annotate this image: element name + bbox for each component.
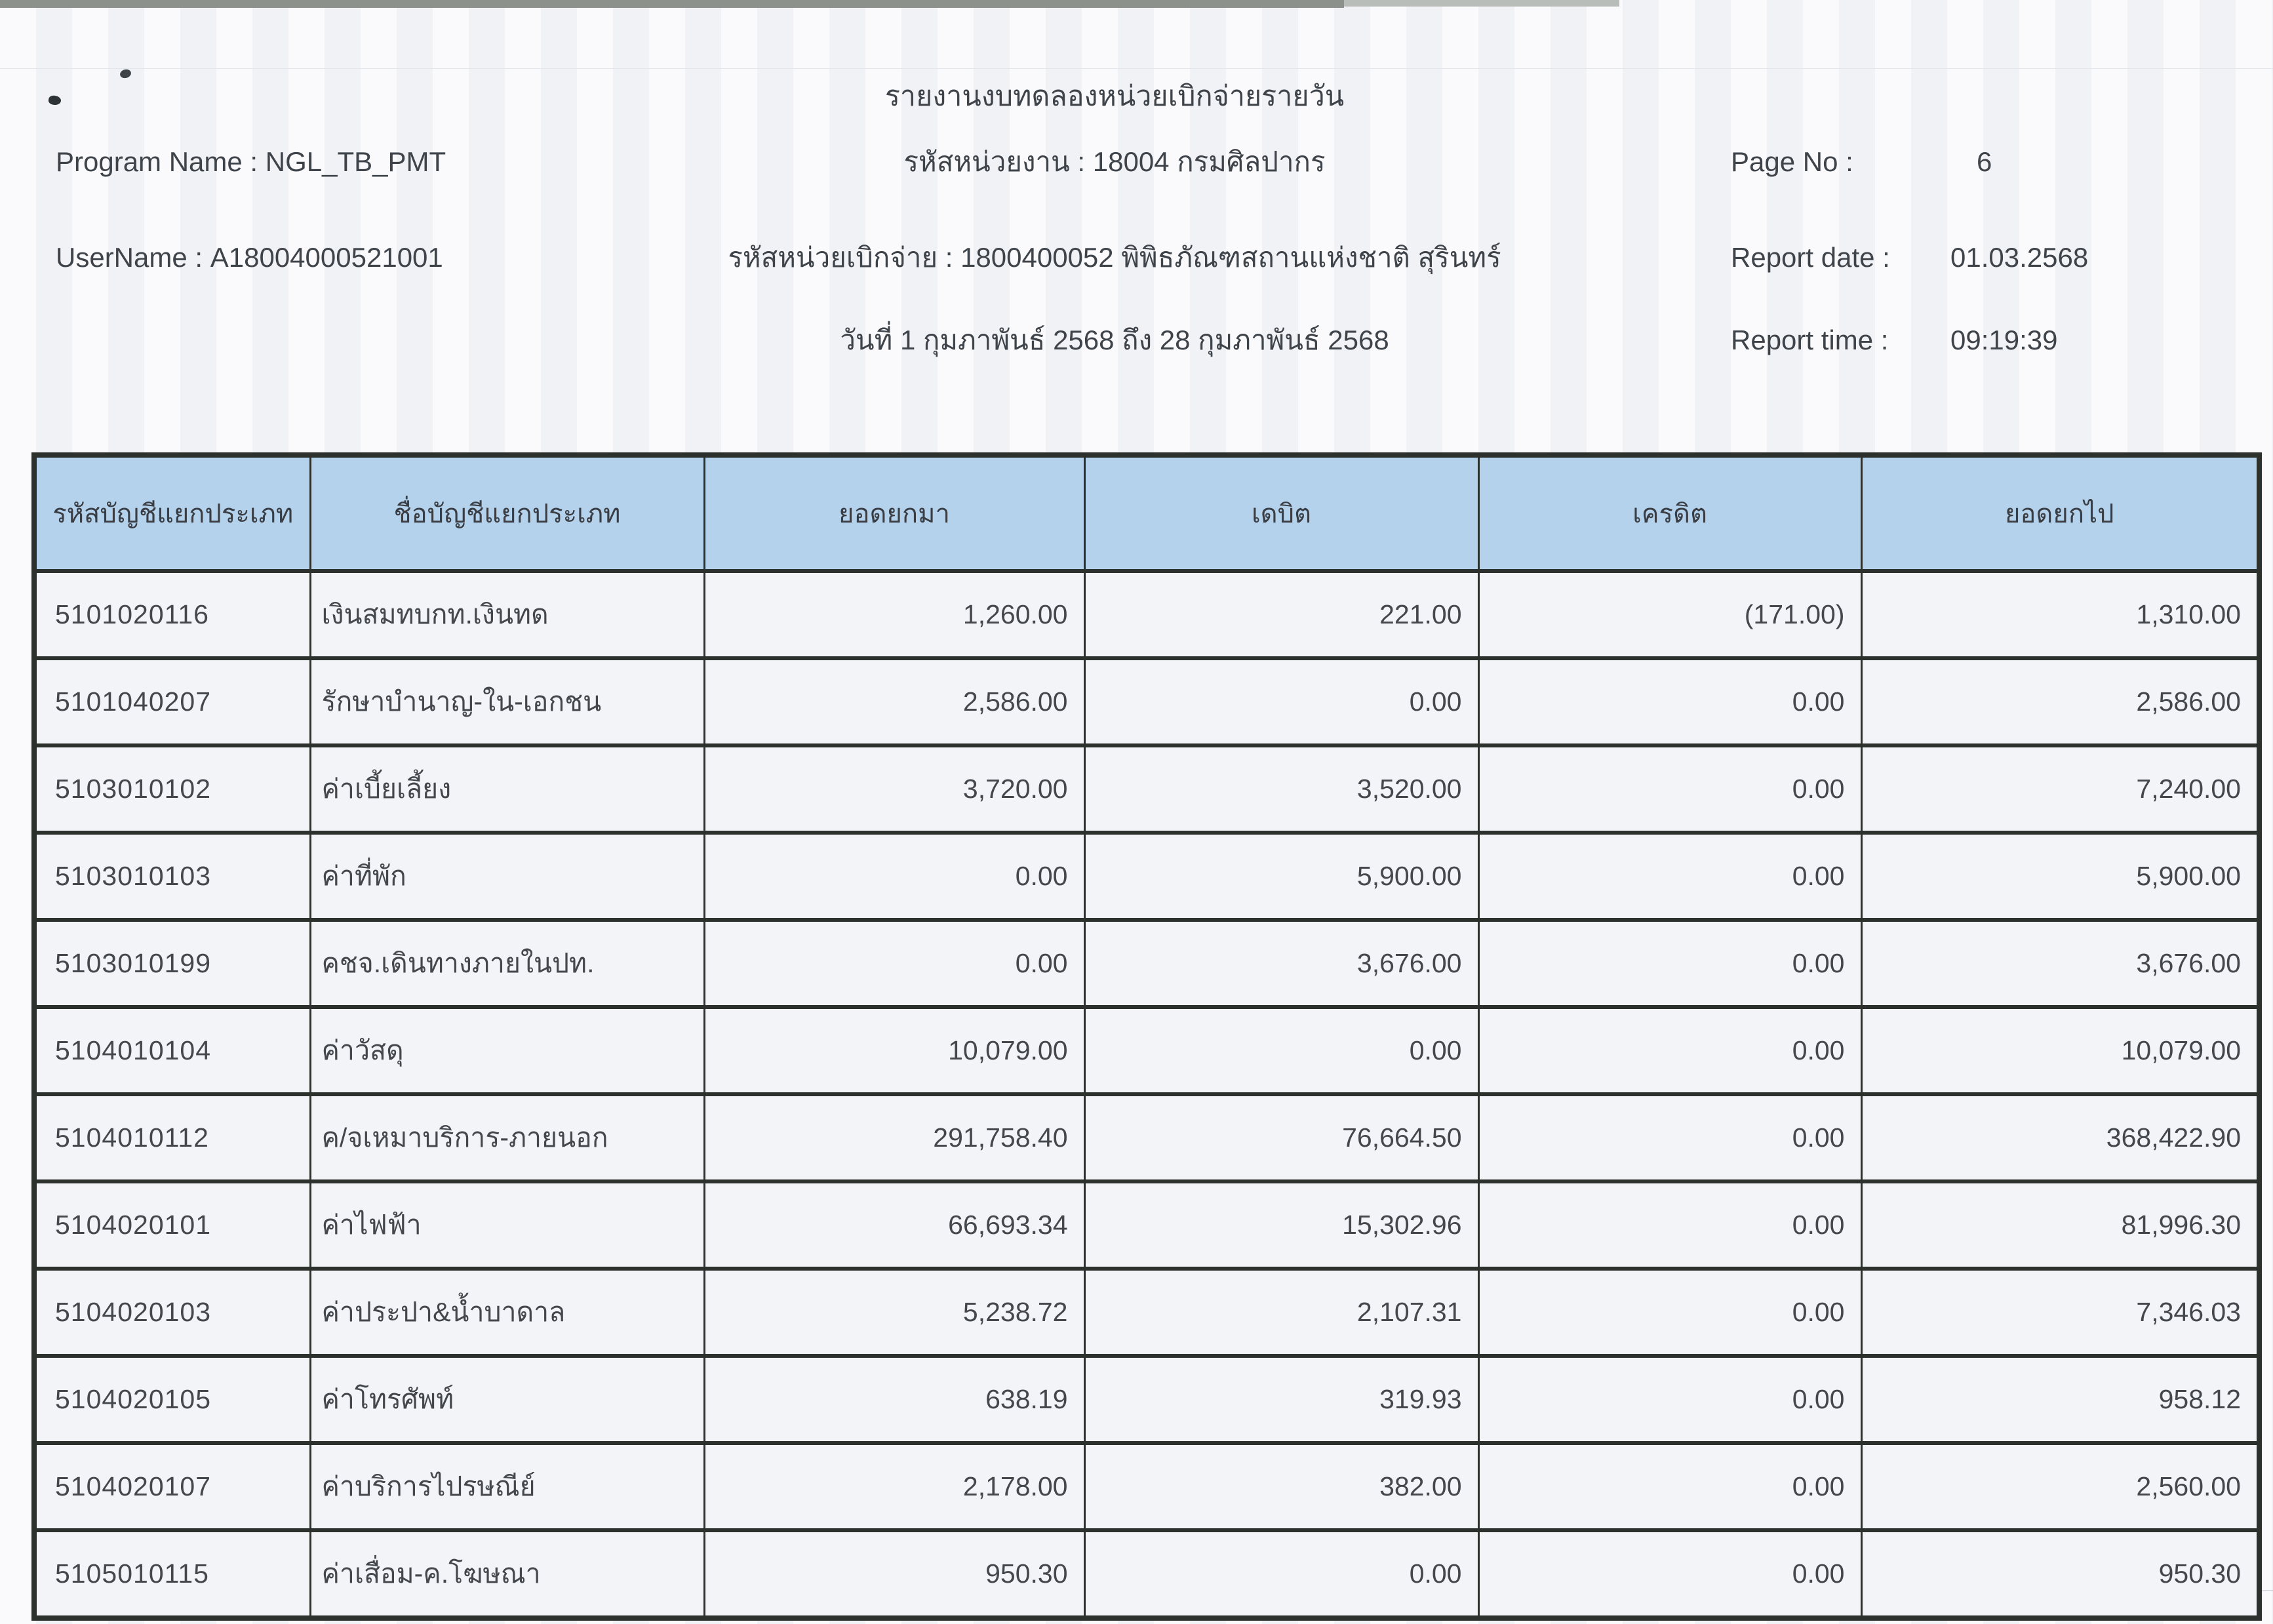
table-row [34,571,2259,658]
report-time-value: 09:19:39 [1950,325,2058,355]
account-code-cell: 5104020105 [34,1356,310,1443]
account-code-cell: 5104020107 [34,1443,310,1530]
page-no-line [1731,143,1992,181]
debit-cell: 382.00 [1084,1443,1478,1530]
account-name-cell: ค่าเสื่อม-ค.โฆษณา [310,1530,704,1618]
col-header-opening-balance: ยอดยกมา [704,455,1084,571]
account-name-cell: รักษาบำนาญ-ใน-เอกชน [310,658,704,745]
closing-balance-cell: 7,240.00 [1861,745,2259,833]
scanner-edge-artifact-light [1344,0,1619,7]
opening-balance-cell: 0.00 [704,920,1084,1007]
table-row [34,1443,2259,1530]
opening-balance-cell: 10,079.00 [704,1007,1084,1094]
account-code-cell: 5105010115 [34,1530,310,1618]
table-row [34,658,2259,745]
account-name-cell: เงินสมทบกท.เงินทด [310,571,704,658]
agency-line: รหัสหน่วยงาน : 18004 กรมศิลปากร [903,146,1326,177]
closing-balance-cell: 958.12 [1861,1356,2259,1443]
account-name-cell: ค่าบริการไปรษณีย์ [310,1443,704,1530]
account-code-cell: 5101020116 [34,571,310,658]
report-date-line [1731,239,2089,277]
paper-fold-line [0,68,2273,69]
closing-balance-cell: 81,996.30 [1861,1181,2259,1269]
account-code-cell: 5103010103 [34,833,310,920]
debit-cell: 3,676.00 [1084,920,1478,1007]
report-date-label: Report date : [1731,242,1890,273]
closing-balance-cell: 2,586.00 [1861,658,2259,745]
opening-balance-cell: 66,693.34 [704,1181,1084,1269]
account-code-cell: 5104010112 [34,1094,310,1181]
account-name-cell: ค่าประปา&น้ำบาดาล [310,1269,704,1356]
closing-balance-cell: 5,900.00 [1861,833,2259,920]
report-date-value: 01.03.2568 [1950,242,2089,273]
credit-cell: 0.00 [1478,1356,1861,1443]
credit-cell: 0.00 [1478,833,1861,920]
opening-balance-cell: 638.19 [704,1356,1084,1443]
account-code-cell: 5104020101 [34,1181,310,1269]
table-header-row [34,455,2259,571]
credit-cell: 0.00 [1478,1269,1861,1356]
username-value: A18004000521001 [210,242,443,273]
table-row [34,1007,2259,1094]
credit-cell: 0.00 [1478,1530,1861,1618]
closing-balance-cell: 1,310.00 [1861,571,2259,658]
closing-balance-cell: 3,676.00 [1861,920,2259,1007]
debit-cell: 5,900.00 [1084,833,1478,920]
table-row [34,1094,2259,1181]
col-header-debit: เดบิต [1084,455,1478,571]
table-row [34,1269,2259,1356]
debit-cell: 221.00 [1084,571,1478,658]
page-no-label: Page No : [1731,146,1853,177]
account-name-cell: ค่าโทรศัพท์ [310,1356,704,1443]
opening-balance-cell: 0.00 [704,833,1084,920]
credit-cell: 0.00 [1478,1181,1861,1269]
debit-cell: 2,107.31 [1084,1269,1478,1356]
program-name-value: NGL_TB_PMT [265,146,446,177]
col-header-account-name: ชื่อบัญชีแยกประเภท [310,455,704,571]
credit-cell: 0.00 [1478,658,1861,745]
username-label: UserName : [56,242,203,273]
report-time-line [1731,321,2058,359]
account-name-cell: ค่าเบี้ยเลี้ยง [310,745,704,833]
opening-balance-cell: 291,758.40 [704,1094,1084,1181]
program-name-label: Program Name : [56,146,258,177]
account-name-cell: ค่าวัสดุ [310,1007,704,1094]
col-header-credit: เครดิต [1478,455,1861,571]
debit-cell: 76,664.50 [1084,1094,1478,1181]
table-row [34,920,2259,1007]
account-code-cell: 5103010102 [34,745,310,833]
closing-balance-cell: 7,346.03 [1861,1269,2259,1356]
account-name-cell: คชจ.เดินทางภายในปท. [310,920,704,1007]
table-row [34,1181,2259,1269]
report-title: รายงานงบทดลองหน่วยเบิกจ่ายรายวัน [884,81,1345,112]
debit-cell: 0.00 [1084,1530,1478,1618]
account-code-cell: 5101040207 [34,658,310,745]
credit-cell: 0.00 [1478,1094,1861,1181]
date-range-line: วันที่ 1 กุมภาพันธ์ 2568 ถึง 28 กุมภาพันธ์ 2568 [840,325,1389,355]
account-code-cell: 5103010199 [34,920,310,1007]
closing-balance-cell: 10,079.00 [1861,1007,2259,1094]
account-code-cell: 5104010104 [34,1007,310,1094]
col-header-closing-balance: ยอดยกไป [1861,455,2259,571]
opening-balance-cell: 3,720.00 [704,745,1084,833]
credit-cell: 0.00 [1478,920,1861,1007]
debit-cell: 0.00 [1084,1007,1478,1094]
account-name-cell: ค/จเหมาบริการ-ภายนอก [310,1094,704,1181]
debit-cell: 0.00 [1084,658,1478,745]
opening-balance-cell: 2,586.00 [704,658,1084,745]
page-no-value: 6 [1977,146,1992,177]
account-code-cell: 5104020103 [34,1269,310,1356]
debit-cell: 319.93 [1084,1356,1478,1443]
credit-cell: 0.00 [1478,1443,1861,1530]
trial-balance-table [31,452,2262,1621]
col-header-account-code: รหัสบัญชีแยกประเภท [34,455,310,571]
report-time-label: Report time : [1731,325,1889,355]
table-row [34,1530,2259,1618]
table-row [34,1356,2259,1443]
closing-balance-cell: 2,560.00 [1861,1443,2259,1530]
account-name-cell: ค่าไฟฟ้า [310,1181,704,1269]
debit-cell: 15,302.96 [1084,1181,1478,1269]
opening-balance-cell: 2,178.00 [704,1443,1084,1530]
trial-balance-table-container [31,452,2257,1621]
table-row [34,833,2259,920]
credit-cell: (171.00) [1478,571,1861,658]
scanner-edge-artifact [0,0,1344,8]
opening-balance-cell: 1,260.00 [704,571,1084,658]
closing-balance-cell: 368,422.90 [1861,1094,2259,1181]
opening-balance-cell: 5,238.72 [704,1269,1084,1356]
debit-cell: 3,520.00 [1084,745,1478,833]
credit-cell: 0.00 [1478,1007,1861,1094]
opening-balance-cell: 950.30 [704,1530,1084,1618]
account-name-cell: ค่าที่พัก [310,833,704,920]
closing-balance-cell: 950.30 [1861,1530,2259,1618]
disbursement-line: รหัสหน่วยเบิกจ่าย : 1800400052 พิพิธภัณฑสถานแห่งชาติ สุรินทร์ [728,242,1501,273]
table-row [34,745,2259,833]
credit-cell: 0.00 [1478,745,1861,833]
